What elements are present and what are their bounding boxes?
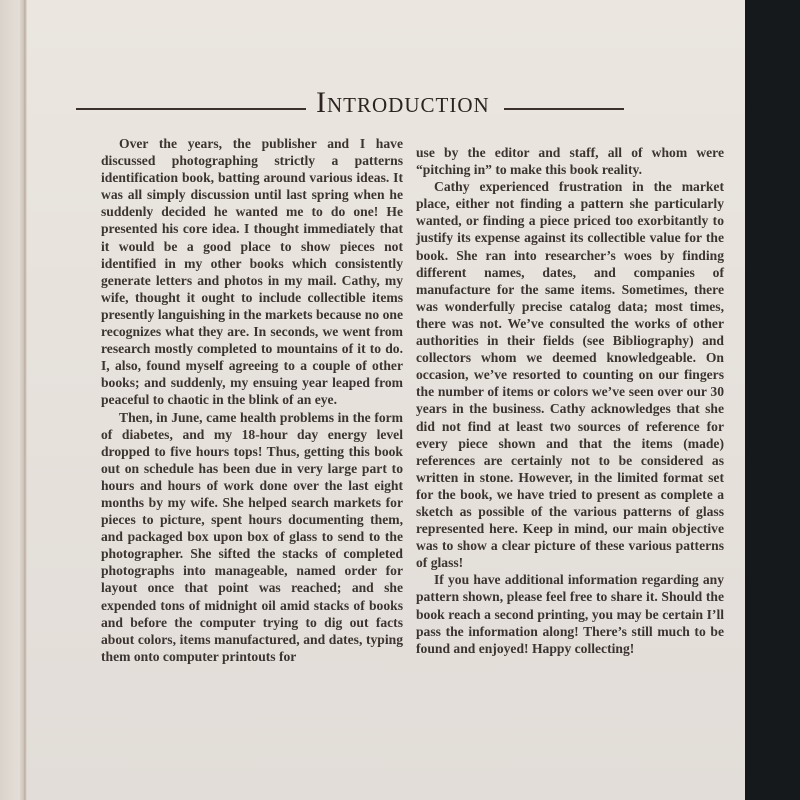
- text-column-right: [416, 144, 724, 657]
- paragraph: If you have additional information regarding any pattern shown, please feel free to share it. Should the book reach a second printing, you may be certain I’ll pass the information along! There’s still much to be found and enjoyed! Happy collecting!: [416, 572, 724, 656]
- header-rule-left: [76, 108, 306, 110]
- paragraph: Then, in June, came health problems in the form of diabetes, and my 18-hour day energy level dropped to five hours tops! Thus, getting this book out on schedule has been due in very large part to hours and hours of work done over the last eight months by my wife. She helped search markets for pieces to picture, spent hours documenting them, and packaged box upon box of glass to send to the photographer. She sifted the stacks of completed photographs into manageable, named order for layout once that point was reached; and she expended tons of midnight oil amid stacks of books and before the computer trying to dig out facts about colors, items manufactured, and dates, typing them onto computer printouts for: [101, 409, 403, 664]
- paragraph: Over the years, the publisher and I have discussed photographing strictly a patterns identification book, batting around various ideas. It was all simply discussion until last spring when he suddenly decided he wanted me to do one! He presented his core idea. I thought immediately that it would be a good place to show pieces not identified in my other books which consistently generate letters and photos in my mail. Cathy, my wife, thought it ought to include collectible items presently languishing in the markets because no one recognizes what they are. In seconds, we went from research mostly completed to mountains of it to do. I, also, found myself agreeing to a couple of other books; and suddenly, my ensuing year leaped from peaceful to chaotic in the blink of an eye.: [101, 136, 403, 408]
- page-title: Introduction: [316, 86, 490, 119]
- paragraph: Cathy experienced frustration in the market place, either not finding a pattern she particularly wanted, or finding a piece priced too exorbitantly to justify its expense against its collectible value for the book. She ran into researcher’s woes by finding different names, dates, and companies of manufacture for the same items. Sometimes, there was wonderfully precise catalog data; most times, there was not. We’ve consulted the works of other authorities in their fields (see Bibliography) and collectors whom we deemed knowledgeable. On occasion, we’ve resorted to counting on our fingers the number of items or colors we’ve seen over our 30 years in the business. Cathy acknowledges that she did not find at least two sources of reference for every piece shown and that the items (made) references are certainly not to be considered as written in stone. However, in the limited format set for the book, we have tried to present as complete a sketch as possible of the various patterns of glass represented here. Keep in mind, our main objective was to show a clear picture of these various patterns of glass!: [416, 179, 724, 571]
- paragraph-continued: use by the editor and staff, all of whom were “pitching in” to make this book reality.: [416, 145, 724, 178]
- book-spine-edge: [0, 0, 27, 800]
- text-column-left: [101, 135, 403, 665]
- section-header: [76, 86, 546, 132]
- header-rule-right: [504, 108, 624, 110]
